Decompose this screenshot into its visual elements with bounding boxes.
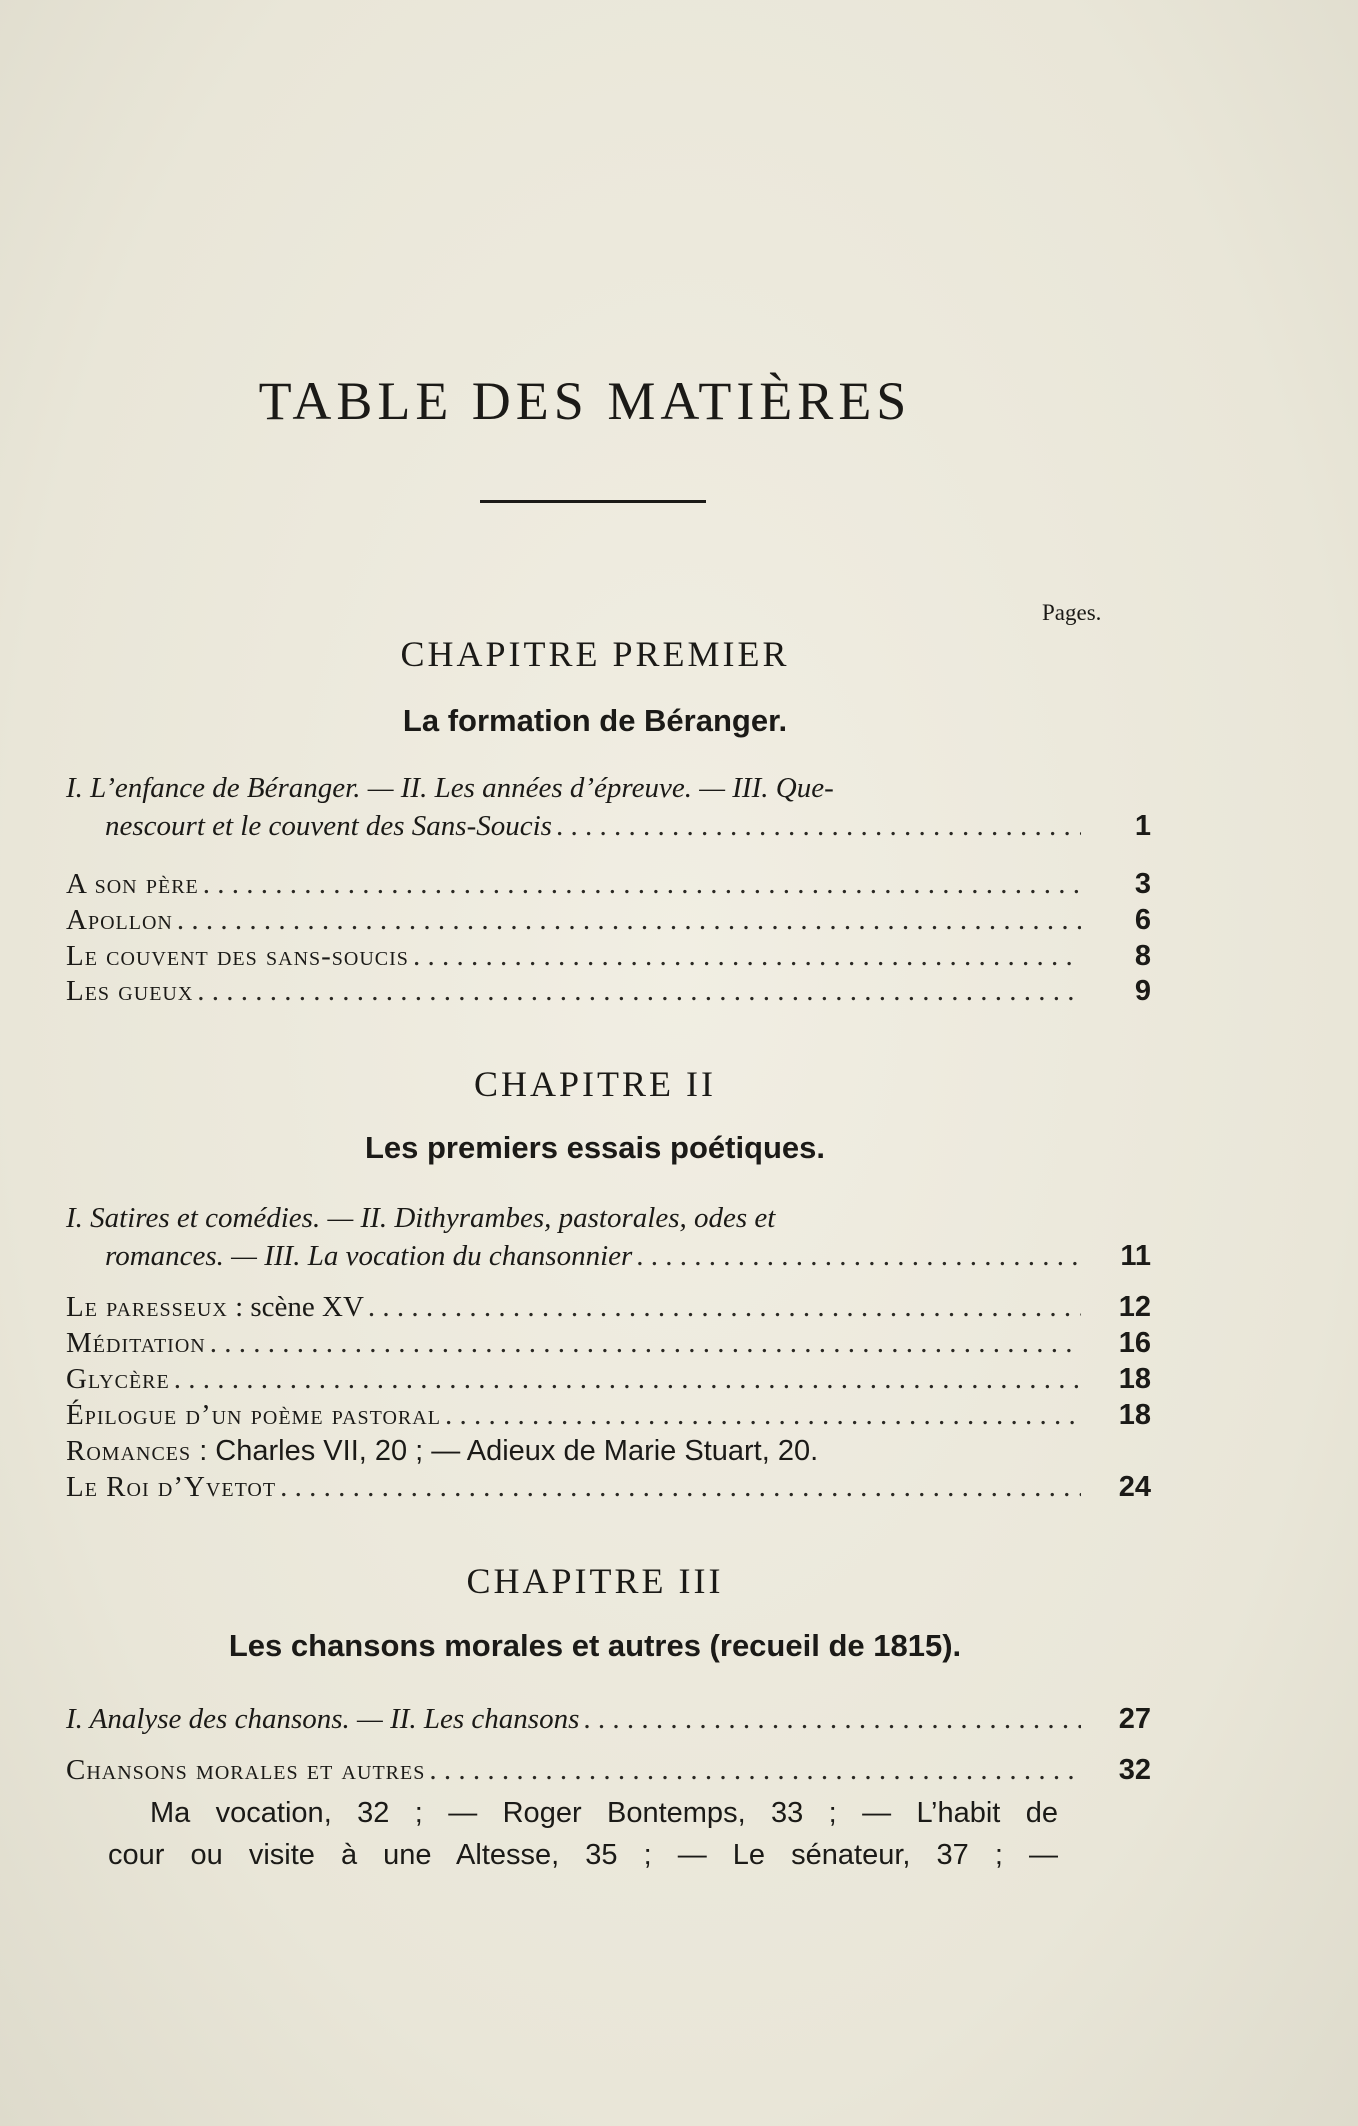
pages-column-label: Pages. <box>1042 600 1102 625</box>
chapter-1-heading: CHAPITRE PREMIER <box>400 634 790 674</box>
page-title: TABLE DES MATIÈRES <box>258 371 912 431</box>
toc-entry <box>66 1291 1151 1331</box>
chapter-3-detail <box>108 1792 1058 1876</box>
toc-entry <box>66 975 1151 1015</box>
leader-dots <box>197 975 1081 1008</box>
toc-entry <box>66 868 1151 908</box>
toc-entry <box>66 1399 1151 1439</box>
page-number: 12 <box>1118 1291 1151 1323</box>
page-number: 9 <box>1134 975 1151 1007</box>
chapter-3-subtitle: Les chansons morales et autres (recueil de 1815). <box>228 1628 962 1663</box>
leader-dots <box>445 1399 1081 1432</box>
chapter-1-subtitle: La formation de Béranger. <box>402 703 788 738</box>
page-number: 6 <box>1134 904 1151 936</box>
entry-suffix: : scène XV <box>227 1291 364 1323</box>
entry-title: Les gueux <box>66 975 194 1007</box>
leader-dots <box>413 940 1081 973</box>
entry-title: A son père <box>66 868 199 900</box>
entry-title: Le paresseux <box>66 1291 228 1323</box>
leader-dots <box>429 1754 1081 1787</box>
leader-dots <box>636 1240 1081 1273</box>
chapter-3-heading: CHAPITRE III <box>466 1561 724 1601</box>
entry-title: Méditation <box>66 1327 206 1359</box>
page-number: 1 <box>1134 810 1151 842</box>
chapter-1-summary-line <box>105 810 1151 850</box>
page-number: 16 <box>1118 1327 1151 1359</box>
chapter-2-summary-text: romances. — III. La vocation du chansonnier <box>105 1240 633 1272</box>
chapter-3-summary-line <box>66 1703 1151 1743</box>
entry-title: Le Roi d’Yvetot <box>66 1471 277 1503</box>
leader-dots <box>583 1703 1081 1736</box>
page-number: 18 <box>1118 1363 1151 1395</box>
entry-title: Romances <box>66 1435 192 1467</box>
leader-dots <box>174 1363 1081 1396</box>
chapter-2-summary-text: I. Satires et comédies. — II. Dithyrambes, pastorales, odes et <box>66 1202 776 1234</box>
page-number: 27 <box>1118 1703 1151 1735</box>
entry-title: Chansons morales et autres <box>66 1754 426 1786</box>
chapter-2-heading: CHAPITRE II <box>474 1064 716 1104</box>
page-number: 11 <box>1120 1240 1151 1272</box>
chapter-2-subtitle: Les premiers essais poétiques. <box>364 1130 826 1165</box>
page-number: 32 <box>1118 1754 1151 1786</box>
toc-entry <box>66 940 1151 980</box>
title-rule <box>480 500 706 503</box>
chapter-3-summary-text: I. Analyse des chansons. — II. Les chansons <box>66 1703 580 1735</box>
chapter-1-summary-line <box>66 772 1151 812</box>
detail-line: Ma vocation, 32 ; — Roger Bontemps, 33 ; — L’habit de <box>150 1797 1058 1829</box>
page-number: 3 <box>1134 868 1151 900</box>
page-number: 18 <box>1118 1399 1151 1431</box>
leader-dots <box>177 904 1081 937</box>
leader-dots <box>556 810 1081 843</box>
leader-dots <box>368 1291 1081 1324</box>
entry-title: Épilogue d’un poème pastoral <box>66 1399 441 1431</box>
toc-entry <box>66 904 1151 944</box>
leader-dots <box>203 868 1081 901</box>
entry-title: Glycère <box>66 1363 170 1395</box>
detail-line: cour ou visite à une Altesse, 35 ; — Le sénateur, 37 ; — <box>108 1839 1058 1871</box>
toc-entry <box>66 1754 1151 1794</box>
entry-title: Apollon <box>66 904 173 936</box>
chapter-2-summary-line <box>105 1240 1151 1280</box>
chapter-1-summary-text: I. L’enfance de Béranger. — II. Les années d’épreuve. — III. Que- <box>66 772 834 804</box>
leader-dots <box>280 1471 1081 1504</box>
toc-entry <box>66 1435 1151 1475</box>
page-number: 24 <box>1118 1471 1151 1503</box>
entry-suffix: : Charles VII, 20 ; — Adieux de Marie Stuart, 20. <box>191 1435 819 1467</box>
chapter-2-summary-line <box>66 1202 1151 1242</box>
toc-entry <box>66 1327 1151 1367</box>
page-number: 8 <box>1134 940 1151 972</box>
toc-entry <box>66 1471 1151 1511</box>
entry-title: Le couvent des sans-soucis <box>66 940 409 972</box>
chapter-1-summary-text: nescourt et le couvent des Sans-Soucis <box>105 810 552 842</box>
leader-dots <box>210 1327 1081 1360</box>
toc-entry <box>66 1363 1151 1403</box>
